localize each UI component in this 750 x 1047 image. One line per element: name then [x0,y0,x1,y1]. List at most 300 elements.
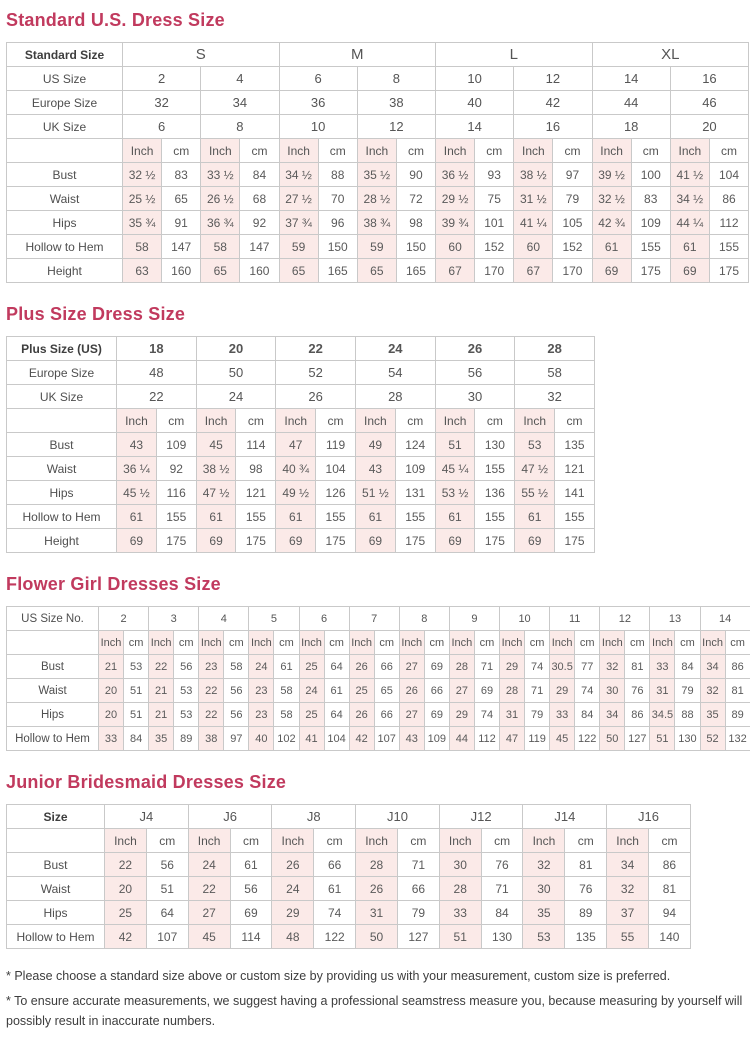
size-header-cell: 34 [201,91,279,115]
unit-inch-cell: Inch [399,631,424,655]
measure-cell: 77 [575,655,600,679]
measure-cell: 61 [592,235,631,259]
measure-cell: 27 [399,703,424,727]
unit-cm-cell: cm [649,829,691,853]
row-label: Size [7,805,105,829]
measure-cell: 92 [156,457,196,481]
measure-cell: 21 [99,655,124,679]
measure-cell: 34 [607,853,649,877]
size-header-cell: 22 [276,337,356,361]
size-header-cell: 20 [670,115,748,139]
measure-cell: 36 ½ [436,163,475,187]
measure-cell: 130 [475,433,515,457]
measure-cell: 32 ½ [123,163,162,187]
measure-cell: 51 [439,925,481,949]
row-label: Hollow to Hem [7,235,123,259]
measure-row [7,703,750,727]
measure-row [7,727,750,751]
footnote-seamstress: * To ensure accurate measurements, we suggest having a professional seamstress measure you, because measuring by yourself will possibly result in inaccurate numbers. [6,992,746,1031]
unit-inch-cell: Inch [436,139,475,163]
size-header-cell: 4 [201,67,279,91]
measure-cell: 44 [449,727,474,751]
unit-inch-cell: Inch [188,829,230,853]
measure-cell: 36 ¼ [117,457,157,481]
measure-cell: 127 [397,925,439,949]
unit-inch-cell: Inch [276,409,316,433]
row-label [7,409,117,433]
size-header-cell: 30 [435,385,515,409]
unit-row [7,139,749,163]
unit-inch-cell: Inch [607,829,649,853]
size-header-cell: J4 [105,805,189,829]
measure-cell: 104 [316,457,356,481]
measure-cell: 65 [357,259,396,283]
row-label: Height [7,259,123,283]
size-header-cell: S [123,43,280,67]
measure-cell: 104 [324,727,349,751]
measure-row [7,433,595,457]
measure-cell: 44 ¼ [670,211,709,235]
measure-cell: 140 [649,925,691,949]
measure-cell: 65 [162,187,201,211]
row-label [7,829,105,853]
size-header-cell: 36 [279,91,357,115]
row-label: Waist [7,187,123,211]
size-header-cell: 2 [99,607,149,631]
measure-cell: 81 [565,853,607,877]
measure-cell: 32 [600,655,625,679]
unit-cm-cell: cm [675,631,700,655]
header-row [7,67,749,91]
measure-cell: 31 [356,901,398,925]
size-header-cell: 6 [299,607,349,631]
unit-inch-cell: Inch [356,829,398,853]
row-label: Bust [7,655,99,679]
measure-cell: 35 [700,703,725,727]
measure-cell: 53 [174,679,199,703]
measure-cell: 63 [123,259,162,283]
measure-cell: 104 [709,163,748,187]
measure-cell: 86 [625,703,650,727]
row-label: UK Size [7,115,123,139]
measure-cell: 31 [500,703,525,727]
measure-cell: 114 [230,925,272,949]
unit-cm-cell: cm [274,631,299,655]
unit-cm-cell: cm [124,631,149,655]
measure-cell: 79 [553,187,592,211]
measure-cell: 26 ½ [201,187,240,211]
row-label: Europe Size [7,361,117,385]
measure-cell: 109 [395,457,435,481]
size-header-cell: 6 [279,67,357,91]
measure-cell: 66 [374,703,399,727]
measure-cell: 76 [481,853,523,877]
unit-cm-cell: cm [397,829,439,853]
unit-cm-cell: cm [625,631,650,655]
measure-cell: 68 [240,187,279,211]
measure-cell: 88 [675,703,700,727]
measure-cell: 79 [675,679,700,703]
measure-cell: 65 [374,679,399,703]
measure-cell: 152 [553,235,592,259]
measure-cell: 37 [607,901,649,925]
section-title-junior-bridesmaid: Junior Bridesmaid Dresses Size [6,772,746,793]
junior-bridesmaid-dresses-size-table [6,804,691,949]
size-header-cell: 12 [600,607,650,631]
measure-cell: 29 [449,703,474,727]
unit-cm-cell: cm [240,139,279,163]
unit-cm-cell: cm [474,631,499,655]
size-header-cell: 44 [592,91,670,115]
header-row [7,805,691,829]
measure-row [7,877,691,901]
measure-cell: 61 [117,505,157,529]
unit-inch-cell: Inch [523,829,565,853]
unit-inch-cell: Inch [514,139,553,163]
row-label [7,631,99,655]
measure-cell: 150 [318,235,357,259]
row-label: UK Size [7,385,117,409]
unit-cm-cell: cm [395,409,435,433]
measure-cell: 121 [236,481,276,505]
size-header-cell: 18 [592,115,670,139]
size-header-cell: XL [592,43,749,67]
measure-cell: 69 [355,529,395,553]
measure-cell: 20 [99,679,124,703]
row-label: Hips [7,901,105,925]
measure-cell: 76 [565,877,607,901]
measure-cell: 38 ½ [514,163,553,187]
row-label: Bust [7,853,105,877]
measure-cell: 55 [607,925,649,949]
unit-cm-cell: cm [314,829,356,853]
measure-row [7,853,691,877]
measure-cell: 55 ½ [515,481,555,505]
measure-cell: 50 [600,727,625,751]
unit-cm-cell: cm [318,139,357,163]
size-header-cell: 20 [196,337,276,361]
measure-cell: 61 [515,505,555,529]
measure-cell: 35 ½ [357,163,396,187]
measure-cell: 71 [474,655,499,679]
measure-cell: 34.5 [650,703,675,727]
measure-cell: 23 [249,703,274,727]
measure-cell: 33 [99,727,124,751]
measure-cell: 155 [475,505,515,529]
measure-cell: 130 [481,925,523,949]
unit-inch-cell: Inch [650,631,675,655]
size-header-cell: J16 [607,805,691,829]
measure-cell: 51 [650,727,675,751]
measure-cell: 27 [188,901,230,925]
size-header-cell: 14 [700,607,750,631]
size-header-cell: 10 [436,67,514,91]
size-header-cell: J12 [439,805,523,829]
unit-inch-cell: Inch [99,631,124,655]
header-row [7,607,750,631]
measure-cell: 31 ½ [514,187,553,211]
measure-cell: 175 [395,529,435,553]
measure-cell: 30.5 [550,655,575,679]
size-header-cell: 28 [355,385,435,409]
measure-cell: 28 [500,679,525,703]
measure-cell: 100 [631,163,670,187]
measure-cell: 93 [475,163,514,187]
measure-cell: 66 [314,853,356,877]
footnotes [4,967,746,1031]
measure-cell: 26 [349,655,374,679]
row-label: Hips [7,703,99,727]
measure-cell: 41 ¼ [514,211,553,235]
measure-cell: 114 [236,433,276,457]
measure-cell: 152 [475,235,514,259]
measure-cell: 70 [318,187,357,211]
measure-cell: 109 [424,727,449,751]
measure-cell: 34 [700,655,725,679]
row-label: Plus Size (US) [7,337,117,361]
measure-cell: 69 [117,529,157,553]
measure-cell: 43 [355,457,395,481]
measure-cell: 175 [555,529,595,553]
measure-cell: 38 [199,727,224,751]
measure-row [7,163,749,187]
measure-cell: 33 ½ [201,163,240,187]
measure-cell: 84 [675,655,700,679]
measure-cell: 28 ½ [357,187,396,211]
measure-row [7,655,750,679]
measure-cell: 84 [240,163,279,187]
measure-cell: 67 [436,259,475,283]
measure-cell: 33 [439,901,481,925]
measure-cell: 107 [374,727,399,751]
measure-cell: 25 [299,703,324,727]
measure-cell: 25 [105,901,147,925]
measure-cell: 49 [355,433,395,457]
measure-cell: 122 [575,727,600,751]
measure-cell: 29 [550,679,575,703]
measure-cell: 69 [276,529,316,553]
measure-cell: 42 [349,727,374,751]
measure-cell: 105 [553,211,592,235]
section-title-standard: Standard U.S. Dress Size [6,10,746,31]
measure-cell: 20 [99,703,124,727]
measure-cell: 79 [397,901,439,925]
measure-cell: 64 [324,703,349,727]
standard-size-section [4,10,746,283]
measure-cell: 41 ½ [670,163,709,187]
measure-cell: 86 [725,655,750,679]
measure-cell: 69 [435,529,475,553]
unit-cm-cell: cm [475,409,515,433]
size-header-cell: 52 [276,361,356,385]
measure-cell: 91 [162,211,201,235]
measure-cell: 92 [240,211,279,235]
size-header-cell: 26 [435,337,515,361]
measure-cell: 97 [553,163,592,187]
unit-cm-cell: cm [725,631,750,655]
flower-girl-dresses-size-table [6,606,750,751]
measure-cell: 28 [439,877,481,901]
measure-cell: 86 [709,187,748,211]
size-header-cell: 26 [276,385,356,409]
measure-row [7,925,691,949]
measure-cell: 25 [299,655,324,679]
measure-cell: 38 ¾ [357,211,396,235]
unit-inch-cell: Inch [349,631,374,655]
measure-cell: 34 ½ [279,163,318,187]
measure-cell: 66 [374,655,399,679]
measure-cell: 32 [523,853,565,877]
junior-bridesmaid-section [4,772,746,949]
size-header-cell: 10 [500,607,550,631]
measure-cell: 131 [395,481,435,505]
measure-cell: 34 [600,703,625,727]
measure-cell: 81 [649,877,691,901]
unit-inch-cell: Inch [117,409,157,433]
measure-cell: 47 ½ [196,481,236,505]
measure-cell: 30 [600,679,625,703]
row-label: US Size [7,67,123,91]
measure-cell: 86 [649,853,691,877]
measure-cell: 147 [162,235,201,259]
measure-cell: 83 [631,187,670,211]
measure-cell: 56 [174,655,199,679]
measure-cell: 39 ¾ [436,211,475,235]
size-header-cell: J10 [356,805,440,829]
measure-cell: 49 ½ [276,481,316,505]
measure-cell: 126 [316,481,356,505]
measure-cell: 74 [474,703,499,727]
header-row [7,361,595,385]
unit-inch-cell: Inch [515,409,555,433]
measure-cell: 89 [174,727,199,751]
measure-cell: 23 [199,655,224,679]
measure-cell: 25 ½ [123,187,162,211]
measure-cell: 61 [314,877,356,901]
measure-cell: 27 ½ [279,187,318,211]
measure-cell: 53 ½ [435,481,475,505]
size-header-cell: 18 [117,337,197,361]
size-header-cell: 7 [349,607,399,631]
row-label: Hollow to Hem [7,727,99,751]
measure-cell: 81 [725,679,750,703]
measure-cell: 42 ¾ [592,211,631,235]
measure-cell: 32 [700,679,725,703]
measure-cell: 22 [105,853,147,877]
measure-cell: 51 [435,433,475,457]
measure-cell: 94 [649,901,691,925]
measure-cell: 88 [318,163,357,187]
measure-cell: 22 [149,655,174,679]
unit-cm-cell: cm [324,631,349,655]
measure-cell: 74 [525,655,550,679]
measure-cell: 64 [146,901,188,925]
measure-cell: 61 [276,505,316,529]
measure-cell: 39 ½ [592,163,631,187]
measure-cell: 170 [553,259,592,283]
measure-cell: 58 [224,655,249,679]
size-header-cell: J14 [523,805,607,829]
measure-cell: 81 [625,655,650,679]
measure-cell: 58 [201,235,240,259]
unit-inch-cell: Inch [550,631,575,655]
measure-cell: 71 [525,679,550,703]
unit-cm-cell: cm [230,829,272,853]
size-header-cell: 38 [357,91,435,115]
measure-cell: 47 [500,727,525,751]
measure-cell: 40 ¾ [276,457,316,481]
measure-cell: 56 [230,877,272,901]
measure-cell: 26 [399,679,424,703]
size-header-cell: 3 [149,607,199,631]
measure-row [7,457,595,481]
unit-cm-cell: cm [174,631,199,655]
measure-cell: 147 [240,235,279,259]
measure-cell: 22 [199,703,224,727]
measure-cell: 47 ½ [515,457,555,481]
row-label: Height [7,529,117,553]
measure-cell: 98 [396,211,435,235]
measure-cell: 61 [230,853,272,877]
footnote-standard-or-custom: * Please choose a standard size above or custom size by providing us with your measurement, custom size is preferred. [6,967,746,986]
unit-inch-cell: Inch [700,631,725,655]
row-label: Waist [7,457,117,481]
size-header-cell: 14 [592,67,670,91]
size-header-cell: 24 [355,337,435,361]
measure-cell: 25 [349,679,374,703]
size-header-cell: 22 [117,385,197,409]
size-header-cell: 11 [550,607,600,631]
measure-cell: 69 [196,529,236,553]
measure-cell: 29 [272,901,314,925]
unit-inch-cell: Inch [500,631,525,655]
flower-girl-section [4,574,746,751]
row-label: Hips [7,211,123,235]
size-header-cell: 14 [436,115,514,139]
measure-cell: 155 [709,235,748,259]
measure-cell: 127 [625,727,650,751]
measure-cell: 59 [279,235,318,259]
unit-cm-cell: cm [236,409,276,433]
measure-cell: 175 [709,259,748,283]
measure-cell: 27 [399,655,424,679]
measure-cell: 35 [523,901,565,925]
size-header-cell: 5 [249,607,299,631]
header-row [7,115,749,139]
measure-cell: 69 [670,259,709,283]
size-header-cell: J6 [188,805,272,829]
measure-cell: 56 [224,703,249,727]
measure-cell: 28 [449,655,474,679]
measure-row [7,901,691,925]
size-header-cell: 50 [196,361,276,385]
measure-cell: 58 [123,235,162,259]
measure-cell: 56 [224,679,249,703]
measure-cell: 50 [356,925,398,949]
section-title-plus: Plus Size Dress Size [6,304,746,325]
measure-cell: 61 [435,505,475,529]
measure-cell: 45 ¼ [435,457,475,481]
measure-cell: 27 [449,679,474,703]
unit-inch-cell: Inch [149,631,174,655]
measure-cell: 66 [424,679,449,703]
measure-cell: 26 [356,877,398,901]
flower-girl-table-container [4,606,746,751]
measure-cell: 61 [355,505,395,529]
measure-cell: 119 [316,433,356,457]
measure-cell: 74 [575,679,600,703]
unit-inch-cell: Inch [449,631,474,655]
